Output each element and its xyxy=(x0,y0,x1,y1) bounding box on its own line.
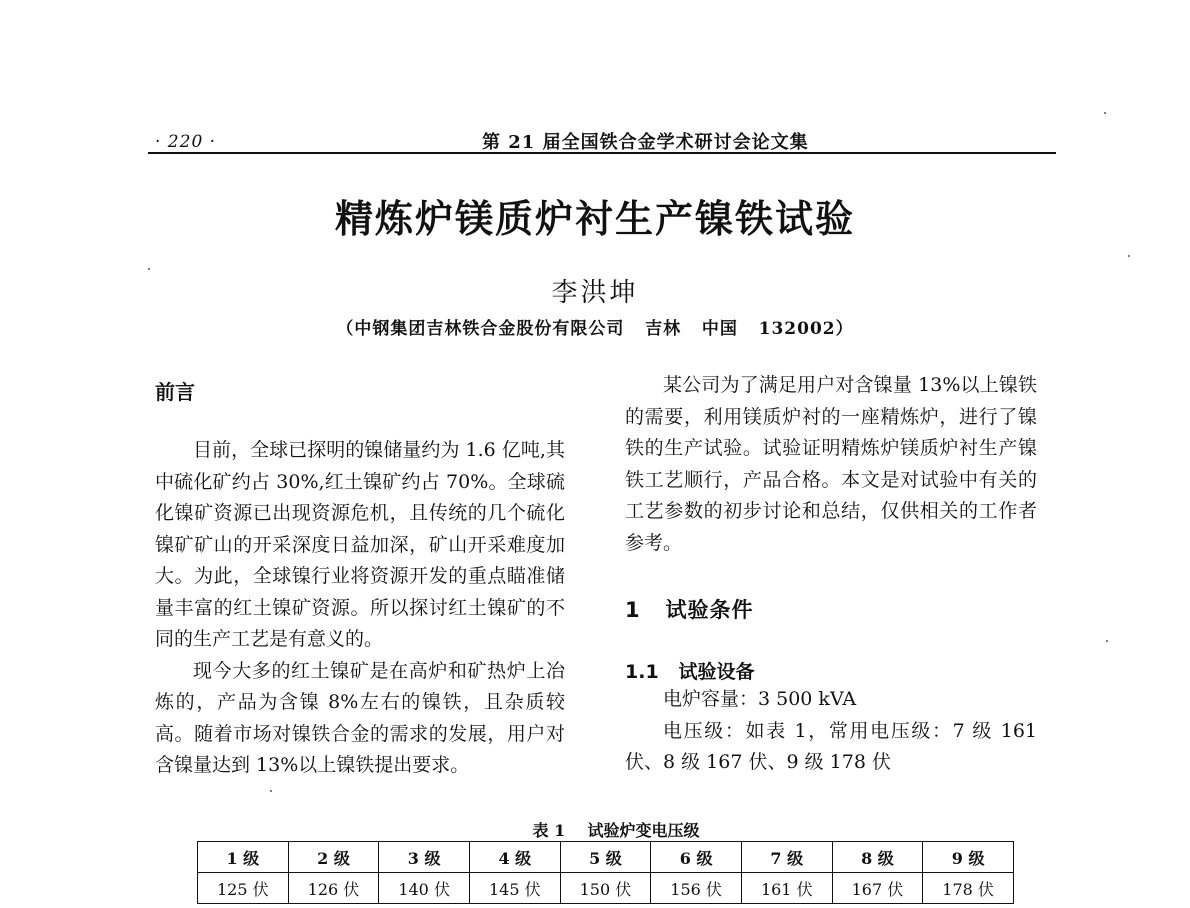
table-cell: 126 伏 xyxy=(288,873,379,904)
section-heading-1: 1 试验条件 xyxy=(625,598,754,622)
scan-speck xyxy=(1104,112,1106,114)
table-header-cell: 1 级 xyxy=(198,842,289,873)
table-header-cell: 9 级 xyxy=(923,842,1014,873)
header-rule xyxy=(148,152,1056,154)
table-cell: 125 伏 xyxy=(198,873,289,904)
paragraph: 某公司为了满足用户对含镍量 13%以上镍铁的需要，利用镁质炉衬的一座精炼炉，进行了镍铁的生产试验。试验证明精炼炉镁质炉衬生产镍铁工艺顺行，产品合格。本文是对试验中有关的工艺参数的初步讨论和总结，仅供相关的工作者参考。 xyxy=(625,374,1037,554)
scan-speck xyxy=(148,268,150,270)
table-row xyxy=(198,873,1014,904)
table-header-cell: 5 级 xyxy=(560,842,651,873)
table-cell: 178 伏 xyxy=(923,873,1014,904)
table-header-cell: 8 级 xyxy=(832,842,923,873)
left-column-body xyxy=(155,435,565,782)
journal-title: 第 21 届全国铁合金学术研讨会论文集 xyxy=(482,132,809,153)
table-cell: 145 伏 xyxy=(469,873,560,904)
table-caption: 表 1 试验炉变电压级 xyxy=(532,821,700,840)
table-header-cell: 7 级 xyxy=(741,842,832,873)
voltage-table xyxy=(197,841,1014,904)
table-header-cell: 4 级 xyxy=(469,842,560,873)
table-cell: 156 伏 xyxy=(651,873,742,904)
paragraph: 电炉容量：3 500 kVA xyxy=(663,688,857,710)
section-heading-1-1: 1.1 试验设备 xyxy=(625,661,755,683)
section-heading-preface: 前言 xyxy=(155,380,195,404)
paper-title: 精炼炉镁质炉衬生产镍铁试验 xyxy=(334,197,855,241)
scan-speck xyxy=(1106,640,1108,642)
right-column-intro xyxy=(625,370,1037,559)
paper-author: 李洪坤 xyxy=(551,278,639,308)
table-cell: 140 伏 xyxy=(379,873,470,904)
scan-speck xyxy=(270,790,272,792)
paragraph: 目前，全球已探明的镍储量约为 1.6 亿吨,其中硫化矿约占 30%,红土镍矿约占 70%。全球硫化镍矿资源已出现资源危机，且传统的几个硫化镍矿矿山的开采深度日益加深，矿山开采难度加大。为此，全球镍行业将资源开发的重点瞄准储量丰富的红土镍矿资源。所以探讨红土镍矿的不同的生产工艺是有意义的。 xyxy=(155,439,565,650)
table-cell: 161 伏 xyxy=(741,873,832,904)
table-header-cell: 2 级 xyxy=(288,842,379,873)
table-cell: 167 伏 xyxy=(832,873,923,904)
table-header-cell: 6 级 xyxy=(651,842,742,873)
scan-speck xyxy=(1128,255,1130,257)
table-header-cell: 3 级 xyxy=(379,842,470,873)
table-cell: 150 伏 xyxy=(560,873,651,904)
page-number: · 220 · xyxy=(155,132,217,152)
paragraph: 现今大多的红土镍矿是在高炉和矿热炉上冶炼的，产品为含镍 8%左右的镍铁，且杂质较高。随着市场对镍铁合金的需求的发展，用户对含镍量达到 13%以上镍铁提出要求。 xyxy=(155,659,565,776)
paper-affiliation: （中钢集团吉林铁合金股份有限公司 吉林 中国 132002） xyxy=(336,319,854,339)
paragraph: 电压级：如表 1，常用电压级：7 级 161 伏、8 级 167 伏、9 级 178 伏 xyxy=(625,719,1037,773)
right-column-equipment xyxy=(625,684,1037,779)
table-header-row xyxy=(198,842,1014,873)
